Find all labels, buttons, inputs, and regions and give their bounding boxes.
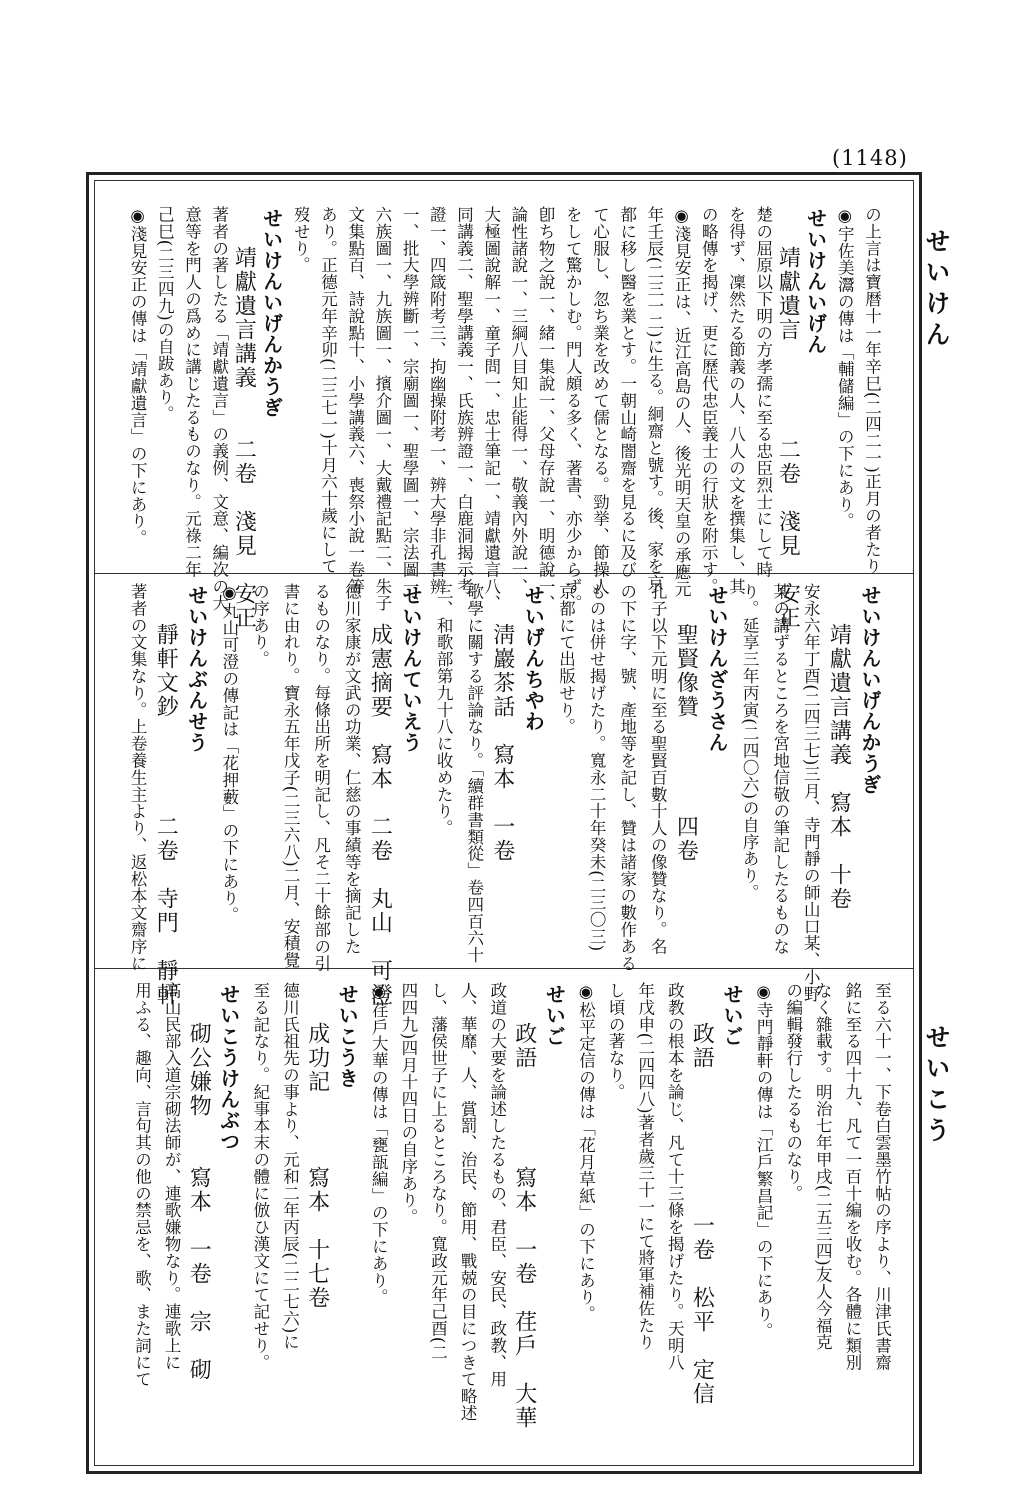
text-column: 政教の根本を論じ、凡て十三條を揭げたり。天明八 <box>665 982 685 1371</box>
text-column: せいこうき <box>335 984 360 1089</box>
text-column: せいげんちやわ <box>521 585 546 732</box>
text-column: 己巳(二三四九)の自跋あり。 <box>155 206 175 423</box>
text-column: 意等を門人の爲めに講じたるものなり。元祿二年 <box>182 206 202 578</box>
text-column: 京都にて出版せり。 <box>556 583 576 736</box>
text-column: 靖獻遺言講義 寫本 十卷 <box>826 623 852 911</box>
text-column: 楚の屈原以下明の方孝孺に至る忠臣烈士にして時 <box>753 206 773 578</box>
text-column: 靜軒文鈔 二卷 寺門 靜軒 <box>153 623 179 1007</box>
text-column: せいご <box>720 984 744 1047</box>
text-column: 文集點百、詩說點十、小學講義六、喪祭小說一卷等 <box>345 206 365 595</box>
text-column: て心服し、忽ち業を改めて儒となる。勁挙、節操人 <box>590 206 610 595</box>
text-column: 孔子以下元明に至る聖賢百數十人の像贊なり。名 <box>648 583 668 955</box>
text-column: なく雜載す。明治七年甲戌(二五三四)友人今福克 <box>813 982 833 1351</box>
text-column: 都に移し醫を業とす。一朝山崎闇齋を見るに及び <box>617 206 637 578</box>
text-column: ◉宇佐美灊の傳は「輔儲編」の下にあり。 <box>835 206 855 530</box>
text-column: ◉荏戶大華の傳は「甕瓿編」の下にあり。 <box>369 982 389 1306</box>
text-column: 卽ち物之說一、緒一集說一、父母存說一、明德說一、 <box>536 206 556 612</box>
text-column: 德川氏祖先の事より、元和二年丙辰(二二七六)に <box>280 982 300 1351</box>
text-column: 某の講ずるところを宮地信敬の筆記したるものな <box>770 583 790 955</box>
text-column: ◉淺見安正は、近江高島の人、後光明天皇の承應元 <box>672 206 692 598</box>
text-column: 書に由れり。寶永五年戊子(二三六八)二月、安積覺 <box>281 583 301 969</box>
text-column: 大極圖說解一、童子問一、忠士筆記一、靖獻遺言八、 <box>481 206 501 612</box>
text-column: せいけんぶんせう <box>184 585 209 753</box>
text-column: 高山民部入道宗砌法師が、連歌嫌物なり。連歌上に <box>162 982 182 1371</box>
text-column: せいご <box>542 984 567 1047</box>
text-column: 淸巖茶話 寫本 一卷 <box>489 623 515 863</box>
text-column: 砌公嫌物 寫本 一卷 宗 砌 <box>186 1022 212 1382</box>
text-column: 德川家康が文武の功業、仁慈の事績等を摘記した <box>342 583 362 955</box>
text-column: ◉松平定信の傳は「花月草紙」の下にあり。 <box>576 982 596 1323</box>
text-column: をして驚かしむ。門人頗る多く、著書、亦少からず。 <box>563 206 583 612</box>
text-column: 成憲摘要 寫本 二卷 丸山 可澄 <box>367 623 393 1007</box>
section-divider-lower <box>94 968 914 969</box>
text-column: 六族圖一、九族圖一、擯介圖一、大戴禮記點二、朱子 <box>372 206 392 612</box>
text-column: 證一、四箴附考三、拘幽操附考一、辨大學非孔書辨 <box>427 206 447 595</box>
text-column: 聖賢像贊 四卷 <box>673 623 699 863</box>
text-column: 著者の著したる「靖獻遺言」の義例、文意、編次の大 <box>209 206 229 612</box>
text-column: 人、華靡、人、賞罰、治民、節用、戰兢の目につきて略述 <box>458 982 478 1422</box>
text-column: 論性諸說一、三綱八目知止能得一、敬義內外說一、 <box>508 206 528 595</box>
text-column: 銘に至る四十九、凡て一百十編を收む。各體に類別 <box>842 982 862 1371</box>
text-column: 年戊申(二四四八)著者歲三十一にて將軍補佐たり <box>635 982 655 1351</box>
text-column: ◉淺見安正の傳は「靖獻遺言」の下にあり。 <box>128 206 148 547</box>
running-head-bottom: せいこう <box>922 1024 951 1148</box>
text-column: し、藩侯世子に上るところなり。寬政元年己酉(二 <box>428 982 448 1361</box>
text-column: 成功記 寫本 十七卷 <box>304 1022 330 1310</box>
text-column: の下に字、號、產地等を記し、贊は諸家の數作ある <box>617 583 637 972</box>
text-column: 四四九)四月十四日の自序あり。 <box>398 982 418 1226</box>
text-column: 政語 一卷 松平 定信 <box>689 1022 715 1406</box>
text-column: ◉丸山可澄の傳記は「花押藪」の下にあり。 <box>219 583 239 924</box>
text-column: せいけんていえう <box>399 585 423 753</box>
text-column: せいけんいげん <box>803 208 828 355</box>
text-column: るものなり。每條出所を明記し、凡そ二十餘部の引 <box>311 583 331 972</box>
text-column: せいこうけんぶつ <box>216 984 241 1152</box>
text-column: せいけんざうさん <box>705 585 729 753</box>
text-column: 至る記なり。紀事本末の體に倣ひ漢文にて記せり。 <box>250 982 270 1371</box>
text-column: 政語 寫本 一卷 荏戶 大華 <box>511 1022 537 1430</box>
text-column: を得ず、凜然たる節義の人、八人の文を撰集し、其 <box>726 206 746 595</box>
text-column: 用ふる、趣向、言句其の他の禁忌を、歌、また詞にて <box>132 982 152 1388</box>
text-column: 三、和歌部第九十八に收めたり。 <box>434 583 454 837</box>
text-column: 歿せり。 <box>291 206 311 274</box>
text-column: 靖獻遺言講義 二卷 淺見 安正 <box>231 246 257 630</box>
text-column: あり。正德元年辛卯(二三七一)十月六十歲にして <box>318 206 338 575</box>
text-column: の序あり。 <box>250 583 270 668</box>
text-column: の編輯發行したるものなり。 <box>783 982 803 1202</box>
text-column: 同講義二、聖學講義一、氏族辨證一、白鹿洞揭示考 <box>454 206 474 595</box>
text-column: 至る六十一、下卷白雲墨竹帖の序より、川津氏書齋 <box>872 982 892 1371</box>
running-head-top: せいけん <box>922 228 951 352</box>
text-column: 一、批大學辨斷一、宗廟圖一、聖學圖一、宗法圖一、 <box>400 206 420 612</box>
page-number: (1148) <box>832 146 908 170</box>
text-column: り。延享三年丙寅(二四〇六)の自序あり。 <box>740 583 760 901</box>
text-column: 安永六年丁酉(二四三七)三月、寺門靜の師山口某、小野 <box>801 583 821 1003</box>
text-column: ◉寺門靜軒の傳は「江戶繁昌記」の下にあり。 <box>754 982 774 1340</box>
text-column: し頃の著なり。 <box>606 982 626 1101</box>
text-column: の略傳を揭げ、更に歷代忠臣義士の行狀を附示す。 <box>699 206 719 595</box>
text-column: 歌學に關する評論なり。「續群書類從」卷四百六十 <box>464 583 484 964</box>
text-column: せいけんいげんかうぎ <box>259 208 284 418</box>
text-column: せいけんいげんかうぎ <box>858 585 882 795</box>
text-column: ものは併せ揭げたり。寬永二十年癸未(二三〇三) <box>587 583 607 952</box>
text-column: 著者の文集なり。上卷養生主より、返松本文齋序に <box>128 583 148 972</box>
text-column: の上言は寶暦十一年辛巳(二四二一)正月の者たり <box>862 206 882 575</box>
text-column: 靖獻遺言 二卷 淺見 安正 <box>775 246 801 630</box>
text-column: 年壬辰(二三一二)に生る。絅齋と號す。後、家を京 <box>644 206 664 592</box>
text-column: 政道の大要を論述したるもの、君臣、安民、政教、用 <box>487 982 507 1388</box>
